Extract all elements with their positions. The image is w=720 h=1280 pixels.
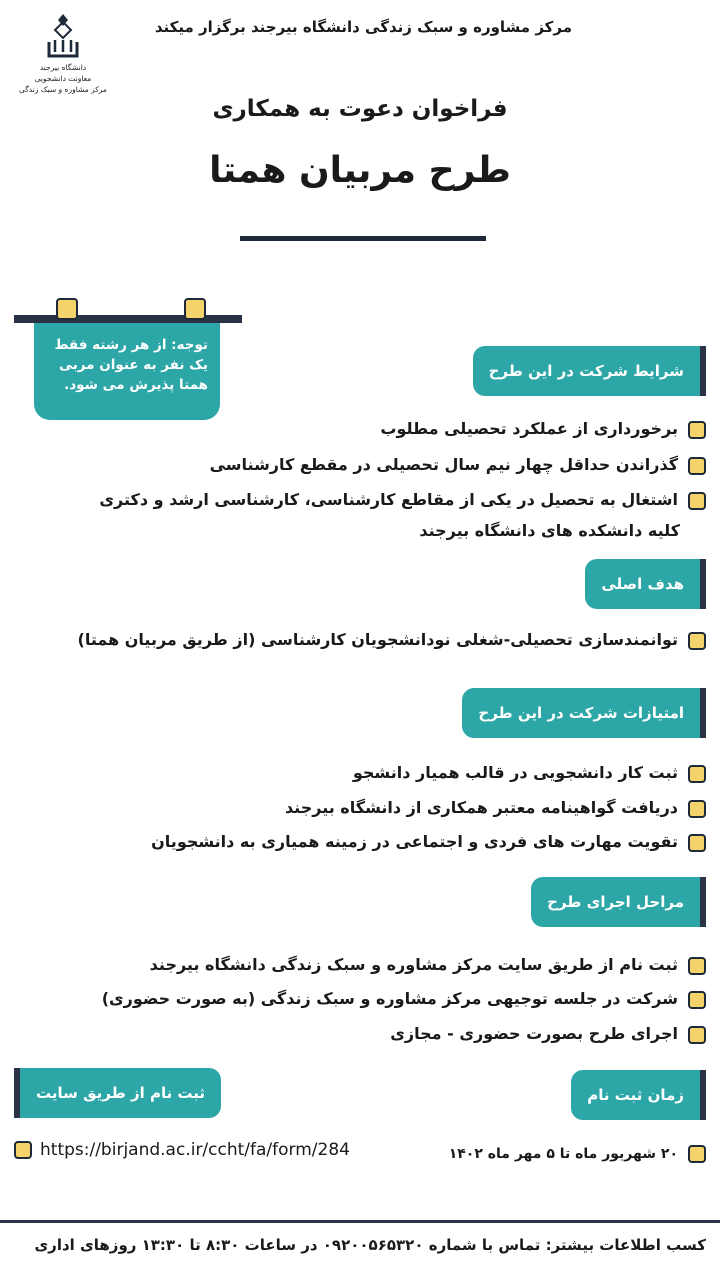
registration-dates: ۲۰ شهریور ماه تا ۵ مهر ماه ۱۴۰۲ [449, 1140, 706, 1166]
section-header-conditions: شرایط شرکت در این طرح [473, 346, 700, 396]
checkbox-bullet-icon [688, 457, 706, 475]
university-logo [18, 12, 108, 95]
list-item: دریافت گواهینامه معتبر همکاری از دانشگاه بیرجند [285, 795, 706, 821]
section-header-registration-time: زمان ثبت نام [571, 1070, 700, 1120]
checkbox-bullet-icon [688, 421, 706, 439]
list-item: ثبت کار دانشجویی در قالب همیار دانشجو [353, 760, 706, 786]
checkbox-bullet-icon [688, 632, 706, 650]
note-hanger-bar [14, 315, 242, 323]
list-item: برخورداری از عملکرد تحصیلی مطلوب [380, 416, 706, 442]
checkbox-bullet-icon [688, 1145, 706, 1163]
section-header-registration-site: ثبت نام از طریق سایت [20, 1068, 221, 1118]
list-item: تقویت مهارت های فردی و اجتماعی در زمینه همیاری به دانشجویان [151, 829, 706, 855]
section-header-benefits: امتیازات شرکت در این طرح [462, 688, 700, 738]
registration-link[interactable]: https://birjand.ac.ir/ccht/fa/form/284 [14, 1140, 350, 1160]
list-item: شرکت در جلسه توجیهی مرکز مشاوره و سبک زندگی (به صورت حضوری) [102, 986, 706, 1012]
note-card: توجه: از هر رشته فقط یک نفر به عنوان مربی همتا پذیرش می شود. [34, 323, 220, 420]
list-item-continuation: کلیه دانشکده های دانشگاه بیرجند [419, 521, 680, 540]
checkbox-bullet-icon [688, 834, 706, 852]
checkbox-bullet-icon [688, 800, 706, 818]
checkbox-bullet-icon [688, 957, 706, 975]
section-header-steps: مراحل اجرای طرح [531, 877, 700, 927]
footer-contact: کسب اطلاعات بیشتر: تماس با شماره ۰۹۲۰۰۵۶۵۳۲۰ در ساعات ۸:۳۰ تا ۱۳:۳۰ روزهای اداری [34, 1236, 706, 1254]
logo-line-2: معاونت دانشجویی [34, 74, 92, 83]
list-item: توانمندسازی تحصیلی-شغلی نودانشجویان کارشناسی (از طریق مربیان همتا) [78, 627, 707, 653]
footer-divider [0, 1220, 720, 1223]
checkbox-bullet-icon [688, 1026, 706, 1044]
call-title: فراخوان دعوت به همکاری [212, 96, 508, 122]
organizer-line: مرکز مشاوره و سبک زندگی دانشگاه بیرجند برگزار میکند [154, 18, 572, 36]
logo-line-3: مرکز مشاوره و سبک زندگی [19, 85, 107, 94]
list-item: اشتغال به تحصیل در یکی از مقاطع کارشناسی، کارشناسی ارشد و دکتری [99, 487, 706, 513]
section-header-goal: هدف اصلی [585, 559, 700, 609]
checkbox-bullet-icon [688, 492, 706, 510]
logo-line-1: دانشگاه بیرجند [39, 63, 87, 72]
pin-icon [56, 298, 78, 320]
list-item: ثبت نام از طریق سایت مرکز مشاوره و سبک زندگی دانشگاه بیرجند [150, 952, 706, 978]
title-divider [240, 236, 486, 241]
list-item: اجرای طرح بصورت حضوری - مجازی [390, 1021, 706, 1047]
checkbox-bullet-icon [688, 765, 706, 783]
main-title: طرح مربیان همتا [209, 150, 511, 191]
university-emblem-icon [43, 12, 83, 62]
checkbox-bullet-icon [688, 991, 706, 1009]
checkbox-bullet-icon [14, 1141, 32, 1159]
list-item: گذراندن حداقل چهار نیم سال تحصیلی در مقطع کارشناسی [210, 452, 706, 478]
pin-icon [184, 298, 206, 320]
